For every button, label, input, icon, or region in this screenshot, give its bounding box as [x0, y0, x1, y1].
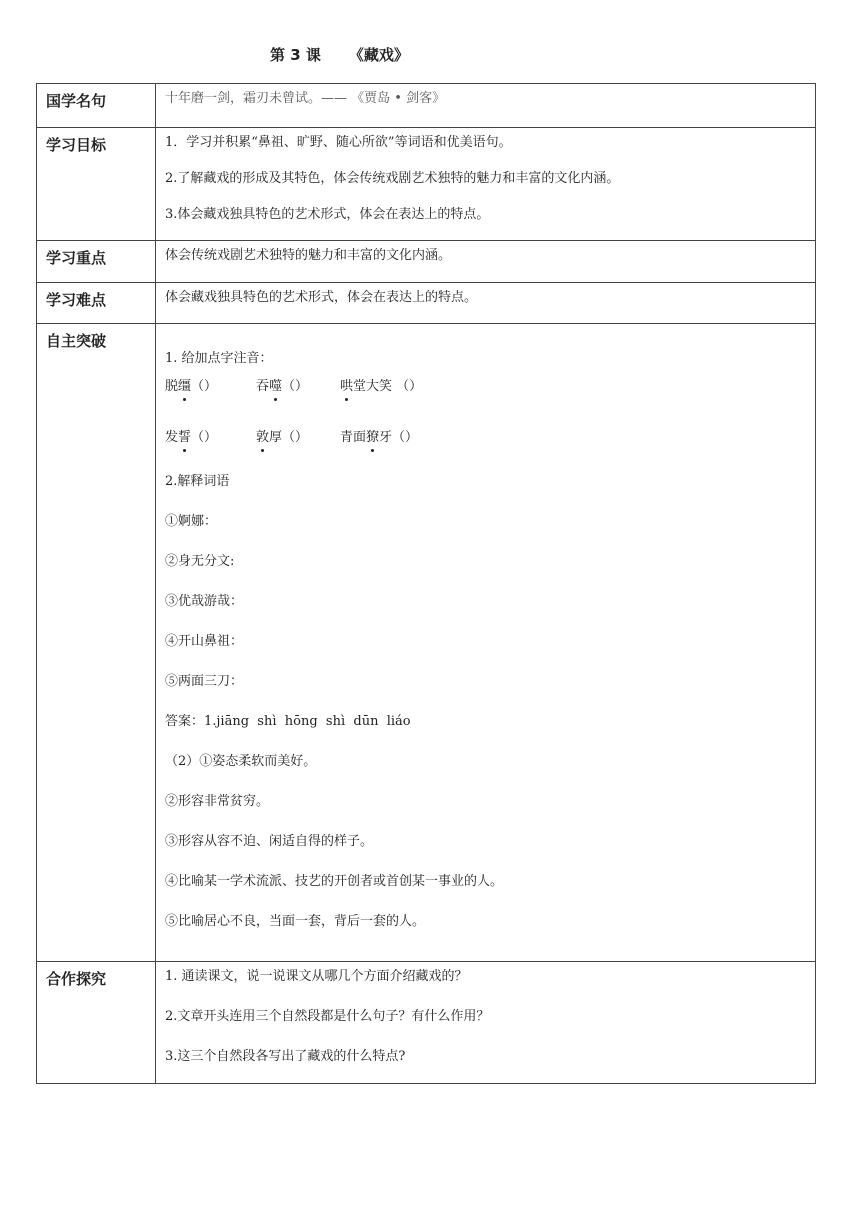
goal-item: 3.体会藏戏独具特色的艺术形式，体会在表达上的特点。 [165, 207, 490, 222]
word-item: ④开山鼻祖： [165, 634, 244, 649]
row-label-tupo: 自主突破 [37, 324, 156, 962]
word-item: ②身无分文: [165, 554, 235, 569]
answer-item: ④比喻某一学术流派、技艺的开创者或首创某一事业的人。 [165, 874, 504, 889]
pinyin-item: 吞噬（） [256, 379, 309, 394]
answer-pinyin: 答案：1.jiāng shì hōng shì dūn liáo [165, 714, 411, 729]
lesson-title: 《藏戏》 [348, 46, 409, 64]
goal-item: 1．学习并积累“鼻祖、旷野、随心所欲”等词语和优美语句。 [165, 135, 512, 150]
inquiry-item: 2.文章开头连用三个自然段都是什么句子？有什么作用？ [165, 1009, 490, 1024]
emphasis-dot-char: 噬 [269, 379, 283, 394]
inquiry-item: 1. 通读课文，说一说课文从哪几个方面介绍藏戏的？ [165, 969, 468, 984]
question-1-title: 1. 给加点字注音： [165, 351, 273, 366]
row-content-tupo [156, 324, 816, 962]
emphasis-dot-char: 缰 [178, 379, 192, 394]
word-item: ①婀娜： [165, 514, 218, 529]
emphasis-dot-char: 敦 [256, 430, 270, 445]
row-nandian [37, 283, 816, 324]
row-label-tanjiu: 合作探究 [37, 962, 156, 1084]
row-content-zhongdian [156, 241, 816, 283]
row-guoxue [37, 84, 816, 128]
pinyin-row-1 [165, 378, 815, 396]
row-label-zhongdian: 学习重点 [37, 241, 156, 283]
study-table [36, 83, 816, 1084]
row-label-guoxue: 国学名句 [37, 84, 156, 128]
pinyin-item: 青面獠牙（） [340, 430, 419, 445]
question-2-title: 2.解释词语 [165, 474, 230, 489]
row-mubiao [37, 128, 816, 241]
answer-item: （2）①姿态柔软而美好。 [165, 754, 317, 769]
pinyin-item: 哄堂大笑 （） [340, 379, 423, 394]
row-content-mubiao [156, 128, 816, 241]
key-point-text: 体会传统戏剧艺术独特的魅力和丰富的文化内涵。 [165, 248, 452, 263]
emphasis-dot-char: 哄 [340, 379, 354, 394]
pinyin-row-2 [165, 429, 815, 447]
emphasis-dot-char: 誓 [178, 430, 192, 445]
answer-item: ③形容从容不迫、闲适自得的样子。 [165, 834, 374, 849]
word-item: ③优哉游哉： [165, 594, 244, 609]
row-content-tanjiu [156, 962, 816, 1084]
row-label-mubiao: 学习目标 [37, 128, 156, 241]
answer-item: ②形容非常贫穷。 [165, 794, 270, 809]
row-content-guoxue [156, 84, 816, 128]
answer-item: ⑤比喻居心不良，当面一套，背后一套的人。 [165, 914, 426, 929]
word-item: ⑤两面三刀： [165, 674, 244, 689]
difficulty-text: 体会藏戏独具特色的艺术形式，体会在表达上的特点。 [165, 290, 478, 305]
emphasis-dot-char: 獠 [366, 430, 380, 445]
goal-item: 2.了解藏戏的形成及其特色，体会传统戏剧艺术独特的魅力和丰富的文化内涵。 [165, 171, 620, 186]
row-label-nandian: 学习难点 [37, 283, 156, 324]
pinyin-item: 敦厚（） [256, 430, 309, 445]
pinyin-item: 脱缰（） [165, 379, 218, 394]
lesson-number: 第 3 课 [270, 46, 321, 64]
document-title [0, 44, 860, 65]
row-tupo [37, 324, 816, 962]
row-content-nandian [156, 283, 816, 324]
row-zhongdian [37, 241, 816, 283]
guoxue-quote: 十年磨一剑，霜刃未曾试。—— 《贾岛 • 剑客》 [165, 91, 446, 106]
inquiry-item: 3.这三个自然段各写出了藏戏的什么特点? [165, 1049, 406, 1064]
pinyin-item: 发誓（） [165, 430, 218, 445]
row-tanjiu [37, 962, 816, 1084]
